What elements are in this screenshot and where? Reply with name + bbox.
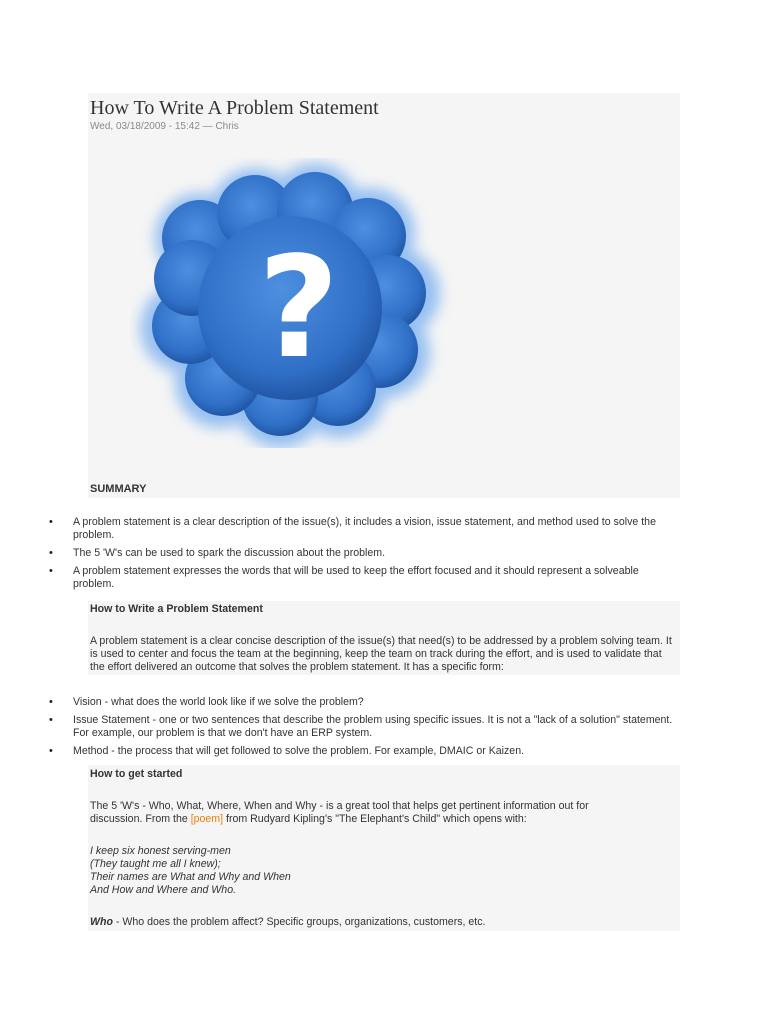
section-heading: How to Write a Problem Statement — [90, 603, 263, 615]
summary-heading: SUMMARY — [90, 483, 147, 495]
paragraph-line — [90, 813, 675, 826]
list-item: • A problem statement is a clear description of the issue(s), it includes a vision, issue statement, and method used to solve the problem. — [0, 516, 678, 542]
list-item: • Issue Statement - one or two sentences that describe the problem using specific issues. It is not a "lack of a solution" statement. For example, our problem is that we don't have an ERP system. — [0, 714, 678, 740]
poem-line: And How and Where and Who. — [90, 884, 237, 896]
poem-quote — [90, 845, 291, 897]
list-item: • Vision - what does the world look like if we solve the problem? — [0, 696, 678, 709]
page-title: How To Write A Problem Statement — [90, 97, 379, 119]
paragraph-line: The 5 'W's - Who, What, Where, When and Why - is a great tool that helps get pertinent information out for — [90, 800, 589, 812]
who-text: - Who does the problem affect? Specific groups, organizations, customers, etc. — [112, 916, 486, 928]
who-line — [90, 916, 486, 928]
svg-text:?: ? — [258, 227, 340, 390]
text: discussion. From the — [90, 813, 191, 825]
list-item: • A problem statement expresses the words that will be used to keep the effort focused and it should represent a solveable problem. — [0, 565, 678, 591]
poem-line: I keep six honest serving-men — [90, 845, 231, 857]
summary-list — [0, 516, 768, 596]
list-item: • The 5 'W's can be used to spark the discussion about the problem. — [0, 547, 678, 560]
list-item: • Method - the process that will get followed to solve the problem. For example, DMAIC or Kaizen. — [0, 745, 678, 758]
form-list — [0, 696, 768, 763]
section-heading: How to get started — [90, 768, 183, 780]
poem-line: (They taught me all I knew); — [90, 858, 221, 870]
poem-link[interactable]: [poem] — [190, 813, 224, 825]
who-label: Who — [90, 916, 113, 928]
section-paragraph: A problem statement is a clear concise description of the issue(s) that need(s) to be addressed by a problem solving team. It is used to center and focus the team at the beginning, keep the team on track during the effort, and is used to validate that the effort delivered an outcome that solves the problem statement. It has a specific form: — [90, 635, 672, 673]
question-cloud-icon — [130, 158, 460, 448]
text: from Rudyard Kipling's "The Elephant's Child" which opens with: — [223, 813, 527, 825]
section-paragraph — [90, 800, 675, 826]
post-meta: Wed, 03/18/2009 - 15:42 — Chris — [90, 121, 239, 132]
poem-line: Their names are What and Why and When — [90, 871, 291, 883]
